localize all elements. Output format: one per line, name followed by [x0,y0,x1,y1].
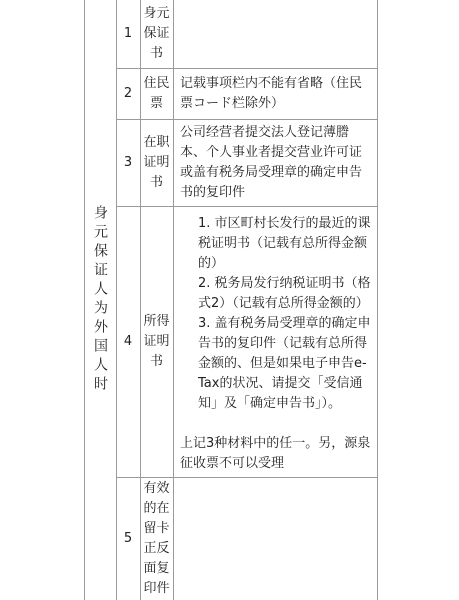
row-4-name [140,206,173,477]
row-4-content [173,206,377,477]
row-3-name-line: 书 [149,174,163,190]
row-5-name-line: 留卡 [143,520,170,536]
row-4-item: 1. 市区町村长发行的最近的课税证明书（记载有总所得金额的） [198,216,371,271]
row-3-content [173,119,377,206]
row-2-content-text: 记载事项栏内不能有省略（住民票コード栏除外） [180,75,363,111]
side-label: 身元保证人为外国人时 [92,205,108,395]
row-3-name [140,119,173,206]
row-4-item: 3. 盖有税务局受理章的确定申告书的复印件（记载有总所得金额的、但是如果电子申告e-Tax的状况、请提交「受信通知」及「确定申告书」）。 [198,316,371,411]
row-4-item: 2. 税务局发行纳税证明书（格式2）（记载有总所得金额的） [198,276,371,311]
row-2-number: 2 [123,85,133,101]
row-5-name-line: 印件 [143,580,170,596]
row-2-name-line: 票 [149,95,163,111]
row-3-content-text: 公司经营者提交法人登记薄謄本、个人事业者提交营业许可证或盖有税务局受理章的确定申告书的复印件 [180,124,363,200]
row-5-name-line: 的在 [143,500,170,516]
row-4-note: 上记3种材料中的任一。另，源泉征收票不可以受理 [180,436,371,471]
row-5-name-line: 正反 [143,540,170,556]
row-5-name-line: 面复 [143,560,170,576]
row-3-name-line: 证明 [143,154,170,170]
row-1-name-line: 保证 [143,26,170,41]
row-1-content [173,0,377,68]
row-2-name [140,68,173,119]
row-3-name-line: 在职 [143,134,170,150]
row-1-number: 1 [123,26,133,41]
row-4-name-line: 所得 [143,313,170,329]
row-1-name-line: 书 [149,46,163,61]
row-5-content [173,477,377,600]
row-4-items [180,214,371,414]
row-2-name-line: 住民 [143,75,170,91]
row-3-number: 3 [123,154,133,170]
row-1-name-line: 身元 [143,6,170,21]
table-border-right [377,0,378,600]
row-1-name [140,0,173,68]
row-5-name [140,477,173,600]
row-4-number: 4 [123,333,133,349]
row-2-content [173,68,377,119]
row-5-number: 5 [123,530,133,546]
row-5-name-line: 有效 [143,480,170,496]
side-label-cell [84,0,116,600]
row-4-name-line: 书 [149,353,163,369]
row-4-name-line: 证明 [143,333,170,349]
